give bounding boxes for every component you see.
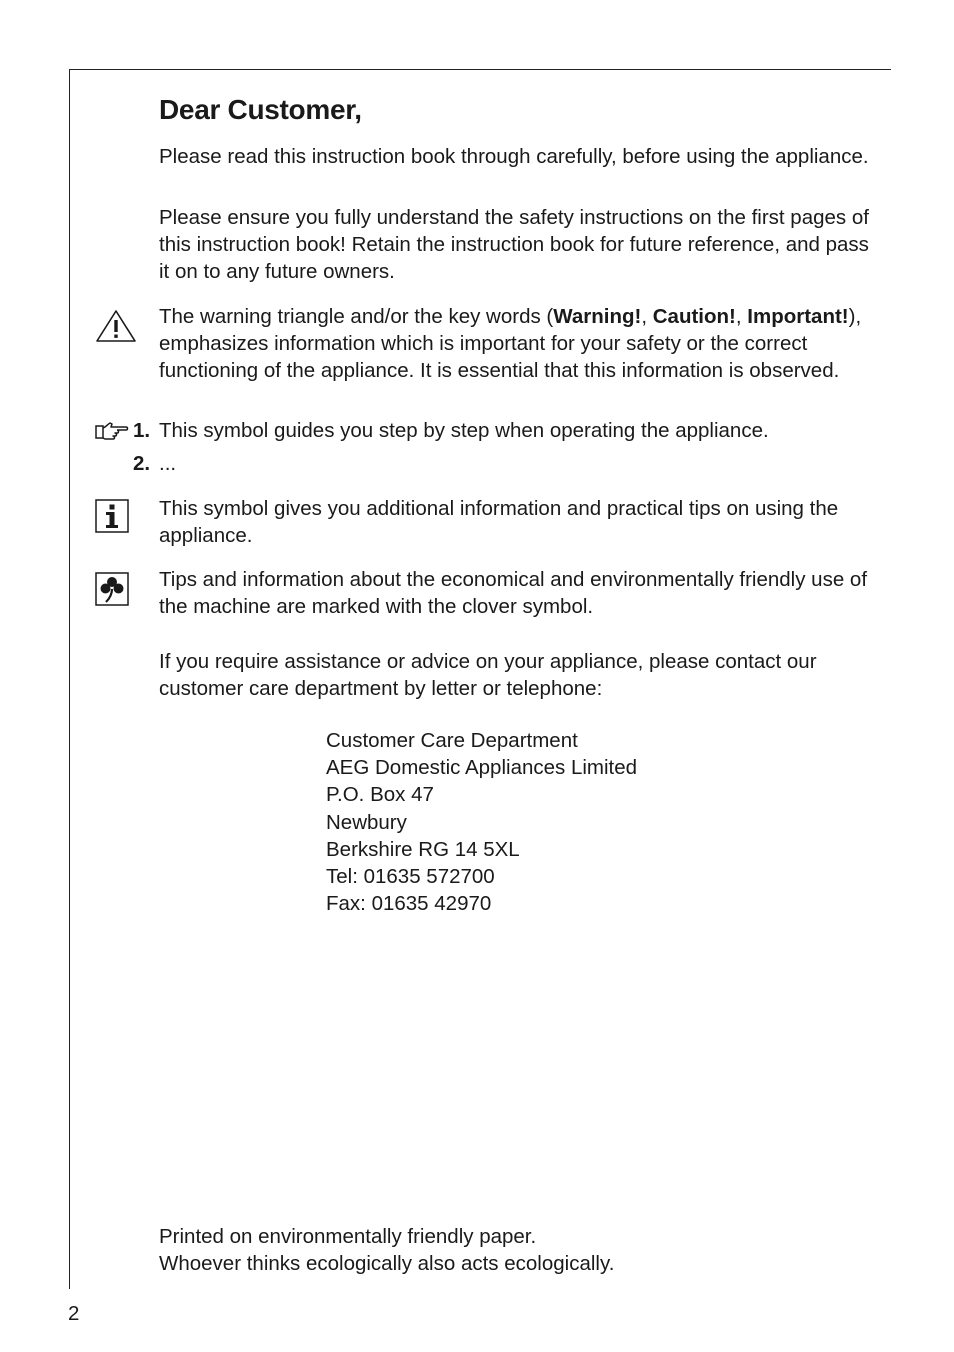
step-2-text: ...: [159, 452, 177, 475]
contact-paragraph: If you require assistance or advice on your appliance, please contact our customer care department by letter or telephone:: [159, 650, 817, 700]
clover-icon: [95, 572, 129, 611]
address-line: Berkshire RG 14 5XL: [326, 837, 520, 861]
keyword-important: Important!: [747, 305, 849, 328]
warning-text-before: The warning triangle and/or the key words (: [159, 305, 554, 328]
top-rule: [69, 69, 891, 70]
fax-line: Fax: 01635 42970: [326, 892, 492, 916]
keyword-caution: Caution!: [652, 305, 736, 328]
footer-line-2: Whoever thinks ecologically also acts ecologically.: [159, 1252, 615, 1275]
keyword-separator: ,: [641, 305, 653, 328]
page-title: Dear Customer,: [159, 94, 362, 125]
phone-line: Tel: 01635 572700: [326, 865, 495, 889]
page-number: 2: [68, 1302, 80, 1325]
customer-care-address: [326, 727, 637, 917]
intro-paragraph-1: Please read this instruction book through carefully, before using the appliance.: [159, 145, 869, 168]
keyword-warning: Warning!: [553, 305, 642, 328]
eco-paragraph: Tips and information about the economical and environmentally friendly use of the machine are marked with the clover symbol.: [159, 568, 868, 618]
info-icon: [95, 499, 129, 538]
address-line: Newbury: [326, 810, 407, 834]
pointing-hand-icon: [95, 420, 129, 447]
address-line: AEG Domestic Appliances Limited: [326, 756, 638, 780]
address-line: Customer Care Department: [326, 729, 578, 752]
step-number-1: 1.: [133, 419, 151, 442]
intro-paragraph-2: Please ensure you fully understand the safety instructions on the first pages of this instruction book! Retain the instruction book for future reference, and pass it on to any future owners.: [159, 206, 869, 283]
info-paragraph: This symbol gives you additional information and practical tips on using the appliance.: [159, 497, 839, 547]
step-1-text: This symbol guides you step by step when operating the appliance.: [159, 419, 769, 442]
footer-note: [159, 1223, 614, 1277]
warning-paragraph: [159, 303, 869, 384]
footer-line-1: Printed on environmentally friendly paper.: [159, 1225, 537, 1248]
warning-triangle-icon: [94, 308, 138, 349]
step-number-2: 2.: [133, 452, 151, 475]
left-rule: [69, 69, 70, 1289]
keyword-separator: ,: [735, 305, 748, 328]
address-line: P.O. Box 47: [326, 783, 434, 807]
warning-text-after: ), emphasizes information which is important for your safety or the correct functioning of the appliance. It is essential that this information is observed.: [159, 305, 862, 382]
